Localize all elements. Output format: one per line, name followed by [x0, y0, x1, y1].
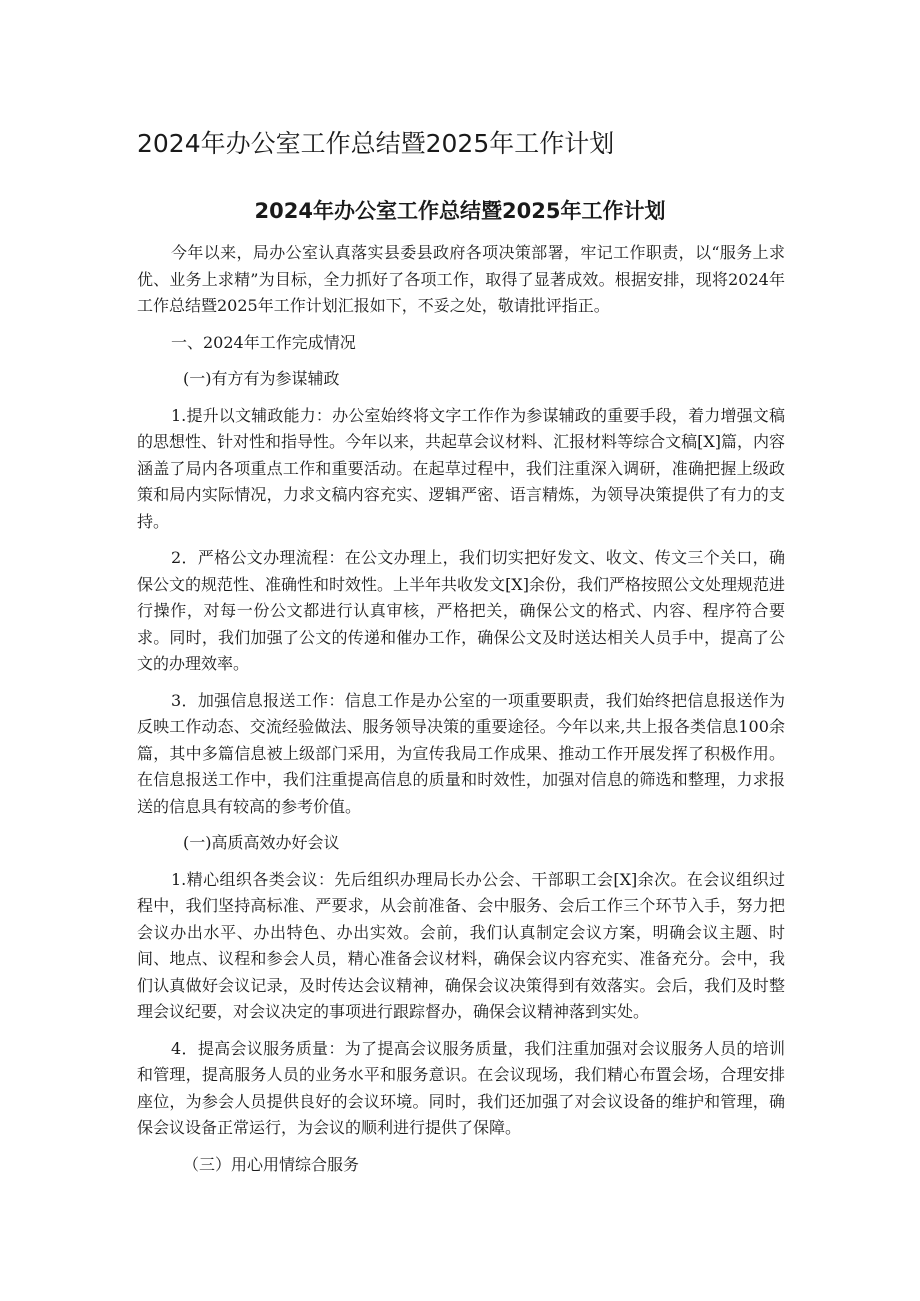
section-heading-1: 一、2024年工作完成情况 [171, 332, 356, 352]
paragraph-1-1: 1.提升以文辅政能力：办公室始终将文字工作作为参谋辅政的重要手段，着力增强文稿的思想性、针对性和指导性。今年以来，共起草会议材料、汇报材料等综合文稿[X]篇，内容涵盖了局内各项重点工作和重要活动。在起草过程中，我们注重深入调研，准确把握上级政策和局内实际情况，力求文稿内容充实、逻辑严密、语言精炼，为领导决策提供了有力的支持。 [137, 405, 785, 531]
document-subtitle: 2024年办公室工作总结暨2025年工作计划 [254, 199, 666, 223]
paragraph-1-3: 3．加强信息报送工作：信息工作是办公室的一项重要职责，我们始终把信息报送作为反映工作动态、交流经验做法、服务领导决策的重要途径。今年以来,共上报各类信息100余篇，其中多篇信息被上级部门采用，为宣传我局工作成果、推动工作开展发挥了积极作用。在信息报送工作中，我们注重提高信息的质量和时效性，加强对信息的筛选和整理，力求报送的信息具有较高的参考价值。 [137, 690, 785, 816]
paragraph-2-1: 1.精心组织各类会议：先后组织办理局长办公会、干部职工会[X]余次。在会议组织过程中，我们坚持高标准、严要求，从会前准备、会中服务、会后工作三个环节入手，努力把会议办出水平、办出特色、办出实效。会前，我们认真制定会议方案，明确会议主题、时间、地点、议程和参会人员，精心准备会议材料，确保会议内容充实、准备充分。会中，我们认真做好会议记录，及时传达会议精神，确保会议决策得到有效落实。会后，我们及时整理会议纪要，对会议决定的事项进行跟踪督办，确保会议精神落到实处。 [137, 869, 785, 1021]
document-title: 2024年办公室工作总结暨2025年工作计划 [137, 129, 615, 158]
subsection-heading-2: (一)高质高效办好会议 [183, 833, 340, 852]
document-body [137, 240, 785, 1188]
subsection-heading-1: (一)有方有为参谋辅政 [183, 369, 340, 388]
paragraph-1-2: 2．严格公文办理流程：在公文办理上，我们切实把好发文、收文、传文三个关口，确保公文的规范性、准确性和时效性。上半年共收发文[X]余份，我们严格按照公文处理规范进行操作，对每一份公文都进行认真审核，严格把关，确保公文的格式、内容、程序符合要求。同时，我们加强了公文的传递和催办工作，确保公文及时送达相关人员手中，提高了公文的办理效率。 [137, 548, 785, 673]
subsection-heading-3: （三）用心用情综合服务 [183, 1154, 360, 1174]
intro-paragraph: 今年以来，局办公室认真落实县委县政府各项决策部署，牢记工作职责，以“服务上求优、业务上求精”为目标，全力抓好了各项工作，取得了显著成效。根据安排，现将2024年工作总结暨2025年工作计划汇报如下，不妥之处，敬请批评指正。 [137, 243, 785, 315]
paragraph-2-2: 4．提高会议服务质量：为了提高会议服务质量，我们注重加强对会议服务人员的培训和管理，提高服务人员的业务水平和服务意识。在会议现场，我们精心布置会场，合理安排座位，为参会人员提供良好的会议环境。同时，我们还加强了对会议设备的维护和管理，确保会议设备正常运行，为会议的顺利进行提供了保障。 [137, 1038, 785, 1137]
